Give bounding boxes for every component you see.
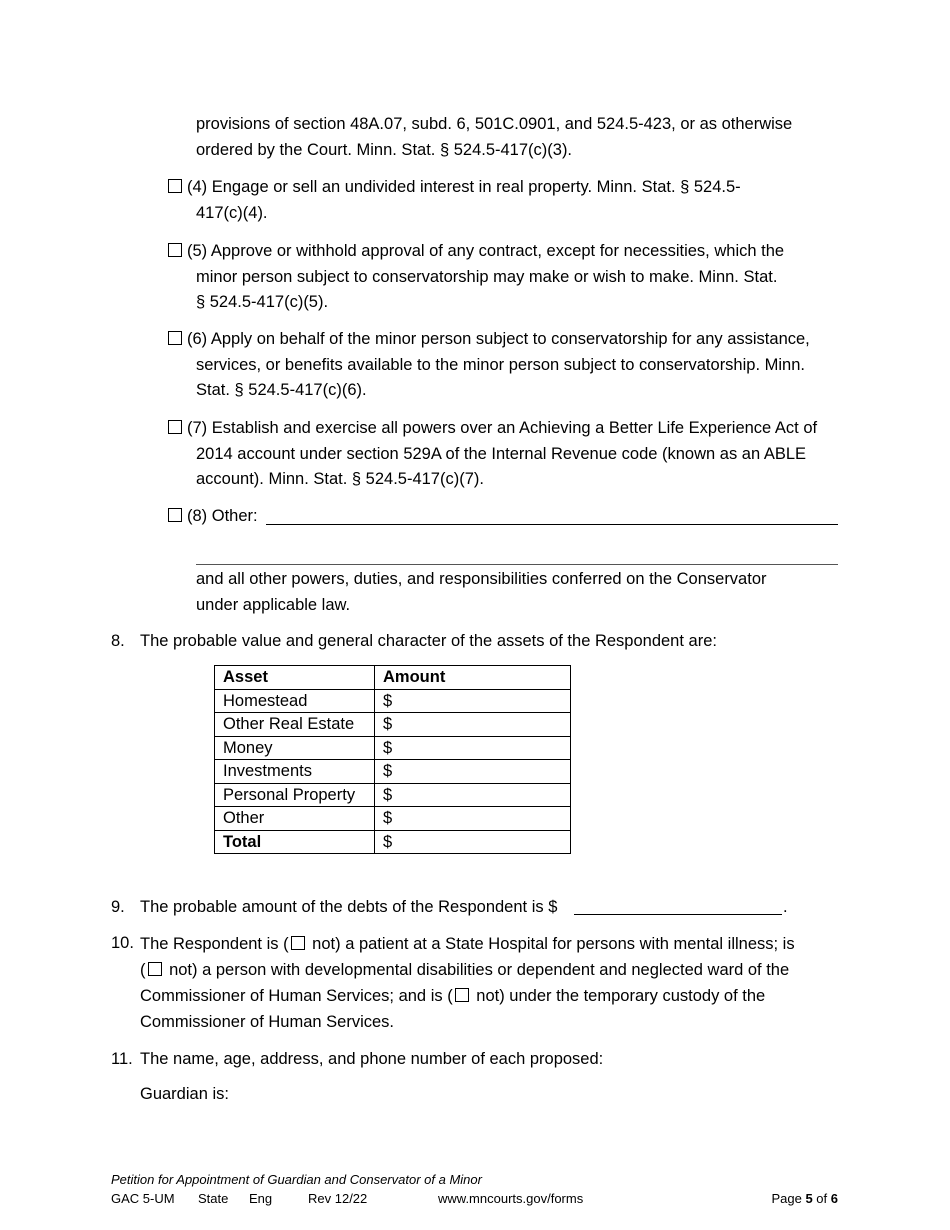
- table-row: [215, 736, 571, 760]
- item-10-text-part: (: [140, 961, 146, 979]
- asset-amount-field[interactable]: $: [375, 783, 571, 807]
- power-text: Stat. § 524.5-417(c)(6).: [196, 381, 367, 399]
- other-powers-line: under applicable law.: [196, 595, 351, 614]
- item-10-text-part: not) a person with developmental disabilities or dependent and neglected ward of the: [164, 961, 790, 979]
- item-10-text-part: not) under the temporary custody of the: [471, 987, 766, 1005]
- power-text: account). Minn. Stat. § 524.5-417(c)(7).: [196, 470, 484, 488]
- table-row: [215, 689, 571, 713]
- item-10-text-part: not) a patient at a State Hospital for persons with mental illness; is: [307, 935, 795, 953]
- asset-amount-field[interactable]: $: [375, 689, 571, 713]
- asset-name: Investments: [215, 760, 375, 784]
- table-header-asset: Asset: [215, 666, 375, 690]
- item-11-text: The name, age, address, and phone number of each proposed:: [140, 1050, 604, 1068]
- power-text: § 524.5-417(c)(5).: [196, 293, 329, 311]
- footer-language: Eng: [249, 1191, 273, 1206]
- table-row: [215, 760, 571, 784]
- footer-page-number: [771, 1191, 838, 1206]
- continuation-line: provisions of section 48A.07, subd. 6, 501C.0901, and 524.5-423, or as otherwise: [196, 115, 793, 133]
- total-label: Total: [215, 830, 375, 854]
- power-text: 417(c)(4).: [196, 203, 268, 222]
- power-text: (5) Approve or withhold approval of any contract, except for necessities, which the: [187, 242, 785, 260]
- item-10-number: 10.: [111, 934, 134, 952]
- other-powers-line: and all other powers, duties, and responsibilities conferred on the Conservator: [196, 570, 767, 588]
- page-of: of: [816, 1191, 828, 1206]
- other-power-input-line-2[interactable]: [196, 564, 838, 565]
- assets-table: [214, 665, 571, 854]
- item-10-text-part: Commissioner of Human Services; and is (: [140, 987, 453, 1005]
- table-total-row: [215, 830, 571, 854]
- power-item-7: [168, 416, 817, 493]
- table-row: [215, 783, 571, 807]
- footer-revision: Rev 12/22: [308, 1191, 368, 1206]
- table-header-row: [215, 666, 571, 690]
- page-label: Page: [771, 1191, 802, 1206]
- table-row: [215, 713, 571, 737]
- asset-name: Other Real Estate: [215, 713, 375, 737]
- checkbox-state-hospital[interactable]: [291, 936, 305, 950]
- asset-amount-field[interactable]: $: [375, 807, 571, 831]
- item-8-number: 8.: [111, 632, 125, 650]
- asset-name: Other: [215, 807, 375, 831]
- power-item-5: [168, 239, 784, 316]
- power-text: (7) Establish and exercise all powers over an Achieving a Better Life Experience Act of: [187, 419, 818, 437]
- guardian-label: Guardian is:: [140, 1085, 229, 1103]
- item-10-text: [140, 931, 795, 1035]
- asset-amount-field[interactable]: $: [375, 713, 571, 737]
- power-text: (4) Engage or sell an undivided interest in real property. Minn. Stat. § 524.5-: [187, 178, 741, 196]
- power-text: minor person subject to conservatorship may make or wish to make. Minn. Stat.: [196, 267, 778, 286]
- footer-title: Petition for Appointment of Guardian and Conservator of a Minor: [111, 1172, 482, 1187]
- checkbox-power-8[interactable]: [168, 508, 182, 522]
- continuation-line: ordered by the Court. Minn. Stat. § 524.5-417(c)(3).: [196, 140, 573, 159]
- total-amount-field[interactable]: $: [375, 830, 571, 854]
- power-item-8: [168, 504, 258, 530]
- checkbox-power-7[interactable]: [168, 420, 182, 434]
- debts-amount-input[interactable]: [574, 914, 782, 915]
- checkbox-temporary-custody[interactable]: [455, 988, 469, 1002]
- asset-amount-field[interactable]: $: [375, 760, 571, 784]
- item-10-text-part: Commissioner of Human Services.: [140, 1013, 394, 1031]
- other-powers-text: [196, 567, 767, 618]
- checkbox-power-5[interactable]: [168, 243, 182, 257]
- checkbox-power-6[interactable]: [168, 331, 182, 345]
- table-row: [215, 807, 571, 831]
- item-11-number: 11.: [111, 1050, 133, 1068]
- footer-jurisdiction: State: [198, 1191, 229, 1206]
- asset-name: Money: [215, 736, 375, 760]
- power-text: (8) Other:: [187, 507, 258, 525]
- asset-amount-field[interactable]: $: [375, 736, 571, 760]
- item-9-end: .: [783, 898, 788, 916]
- page-total: 6: [830, 1191, 838, 1206]
- checkbox-power-4[interactable]: [168, 179, 182, 193]
- power-text: 2014 account under section 529A of the Internal Revenue code (known as an ABLE: [196, 444, 807, 463]
- checkbox-developmental-disabilities[interactable]: [148, 962, 162, 976]
- footer-form-id: GAC 5-UM: [111, 1191, 175, 1206]
- table-header-amount: Amount: [375, 666, 571, 690]
- asset-name: Personal Property: [215, 783, 375, 807]
- power-text: services, or benefits available to the minor person subject to conservatorship. Minn.: [196, 355, 805, 374]
- other-power-input-line-1[interactable]: [266, 524, 838, 525]
- page-current: 5: [805, 1191, 813, 1206]
- power-text: (6) Apply on behalf of the minor person subject to conservatorship for any assistance,: [187, 330, 810, 348]
- item-8-text: The probable value and general character of the assets of the Respondent are:: [140, 632, 717, 650]
- item-9-number: 9.: [111, 898, 125, 916]
- item-9-text: The probable amount of the debts of the Respondent is $: [140, 898, 558, 916]
- power-item-4: [168, 175, 741, 226]
- asset-name: Homestead: [215, 689, 375, 713]
- item-10-text-part: The Respondent is (: [140, 935, 289, 953]
- footer-url[interactable]: www.mncourts.gov/forms: [438, 1191, 584, 1206]
- continuation-text: [196, 112, 792, 163]
- power-item-6: [168, 327, 810, 404]
